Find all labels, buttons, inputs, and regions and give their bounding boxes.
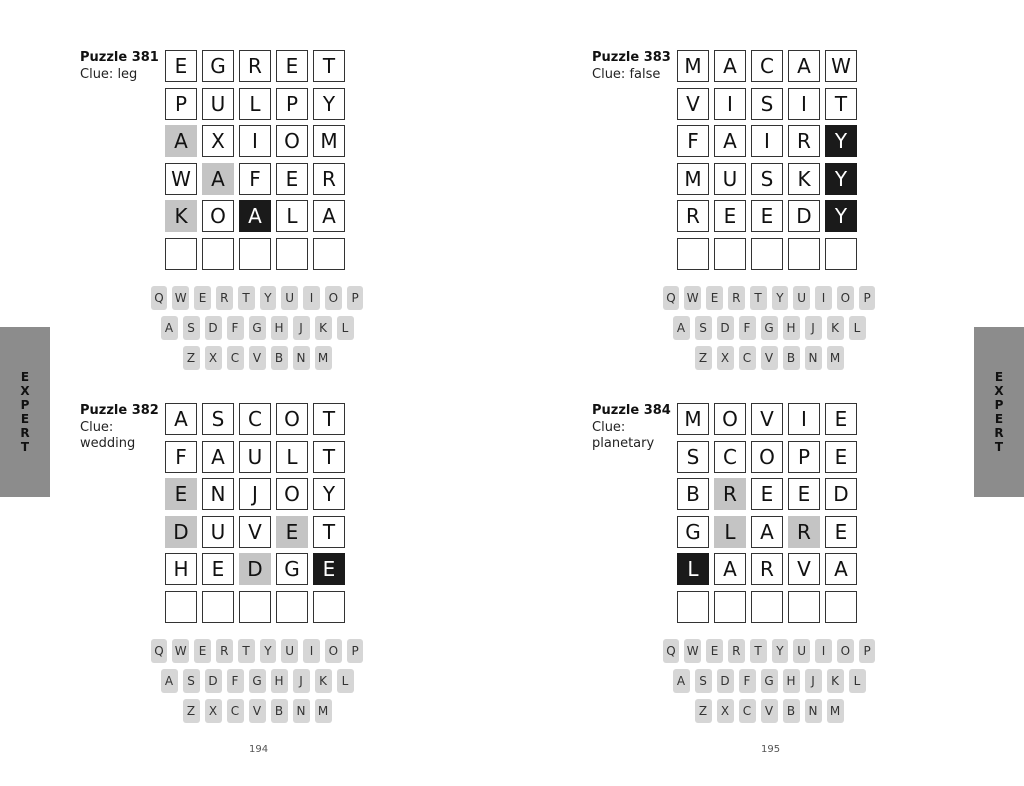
empty-tile — [751, 591, 783, 623]
letter-tile: A — [239, 200, 271, 232]
letter-tile: E — [276, 50, 308, 82]
keyboard-key: Y — [260, 286, 277, 310]
keyboard-key: L — [849, 316, 866, 340]
keyboard-key: U — [281, 286, 298, 310]
keyboard — [148, 639, 366, 729]
keyboard-key: F — [739, 669, 756, 693]
letter-tile: E — [825, 516, 857, 548]
keyboard-key: M — [827, 346, 844, 370]
keyboard-key: I — [815, 639, 832, 663]
keyboard-key: C — [739, 346, 756, 370]
letter-tile: Y — [825, 163, 857, 195]
empty-tile — [788, 238, 820, 270]
letter-grid — [165, 50, 347, 270]
empty-tile — [825, 591, 857, 623]
letter-tile: R — [751, 553, 783, 585]
letter-tile: L — [239, 88, 271, 120]
keyboard-key: P — [347, 639, 364, 663]
letter-tile: E — [751, 478, 783, 510]
keyboard-key: K — [315, 316, 332, 340]
keyboard-key: P — [859, 286, 876, 310]
keyboard-key: H — [271, 316, 288, 340]
letter-tile: D — [165, 516, 197, 548]
keyboard-key: Q — [663, 639, 680, 663]
letter-tile: A — [714, 125, 746, 157]
keyboard-key: S — [183, 669, 200, 693]
keyboard-key: V — [761, 346, 778, 370]
keyboard-key: M — [315, 699, 332, 723]
letter-tile: A — [751, 516, 783, 548]
keyboard-key: P — [859, 639, 876, 663]
empty-tile — [165, 238, 197, 270]
keyboard-key: S — [695, 316, 712, 340]
keyboard-key: P — [347, 286, 364, 310]
keyboard-row — [148, 316, 366, 340]
letter-tile: O — [276, 403, 308, 435]
keyboard-key: N — [805, 346, 822, 370]
letter-tile: O — [202, 200, 234, 232]
letter-tile: C — [751, 50, 783, 82]
section-tab-left — [0, 327, 50, 497]
keyboard-key: O — [325, 286, 342, 310]
keyboard-row — [148, 699, 366, 723]
keyboard-key: I — [815, 286, 832, 310]
letter-tile: L — [276, 441, 308, 473]
letter-tile: M — [677, 163, 709, 195]
letter-tile: Y — [313, 88, 345, 120]
letter-tile: D — [239, 553, 271, 585]
letter-tile: S — [677, 441, 709, 473]
letter-tile: U — [202, 88, 234, 120]
keyboard-key: W — [172, 639, 189, 663]
letter-tile: P — [788, 441, 820, 473]
letter-tile: T — [313, 516, 345, 548]
puzzle-title: Puzzle 384 — [592, 403, 671, 418]
empty-tile — [202, 238, 234, 270]
keyboard — [148, 286, 366, 376]
letter-tile: E — [751, 200, 783, 232]
section-tab-right — [974, 327, 1024, 497]
empty-tile — [239, 591, 271, 623]
empty-tile — [677, 238, 709, 270]
keyboard-key: T — [238, 286, 255, 310]
puzzle-383 — [592, 50, 882, 380]
keyboard-key: J — [805, 669, 822, 693]
puzzle-title: Puzzle 381 — [80, 50, 159, 65]
puzzle-clue: Clue: planetary — [592, 420, 655, 451]
puzzle-382 — [80, 403, 370, 733]
keyboard-key: W — [172, 286, 189, 310]
keyboard-key: F — [227, 669, 244, 693]
keyboard-key: A — [161, 316, 178, 340]
keyboard-key: B — [783, 346, 800, 370]
keyboard-key: K — [827, 316, 844, 340]
keyboard-key: J — [805, 316, 822, 340]
keyboard-key: H — [271, 669, 288, 693]
keyboard-key: N — [293, 346, 310, 370]
letter-tile: Y — [825, 200, 857, 232]
keyboard-key: F — [739, 316, 756, 340]
letter-tile: V — [239, 516, 271, 548]
letter-tile: O — [714, 403, 746, 435]
letter-tile: H — [165, 553, 197, 585]
letter-tile: R — [677, 200, 709, 232]
keyboard-key: S — [695, 669, 712, 693]
letter-tile: E — [165, 50, 197, 82]
keyboard-row — [660, 286, 878, 310]
keyboard-key: E — [706, 286, 723, 310]
keyboard-row — [660, 669, 878, 693]
keyboard-key: J — [293, 316, 310, 340]
letter-tile: V — [788, 553, 820, 585]
keyboard — [660, 639, 878, 729]
letter-tile: A — [165, 403, 197, 435]
keyboard-key: X — [205, 699, 222, 723]
letter-tile: S — [202, 403, 234, 435]
empty-tile — [825, 238, 857, 270]
letter-tile: G — [276, 553, 308, 585]
empty-tile — [313, 238, 345, 270]
letter-tile: Y — [825, 125, 857, 157]
letter-tile: E — [276, 516, 308, 548]
keyboard-key: D — [717, 316, 734, 340]
keyboard-key: L — [337, 316, 354, 340]
puzzle-clue: Clue: leg — [80, 67, 138, 82]
letter-tile: I — [751, 125, 783, 157]
keyboard-key: N — [805, 699, 822, 723]
keyboard-key: N — [293, 699, 310, 723]
keyboard-row — [660, 639, 878, 663]
keyboard-key: G — [761, 669, 778, 693]
letter-tile: L — [677, 553, 709, 585]
letter-tile: E — [165, 478, 197, 510]
letter-tile: P — [276, 88, 308, 120]
letter-tile: A — [165, 125, 197, 157]
keyboard-key: A — [673, 669, 690, 693]
keyboard-key: Y — [772, 639, 789, 663]
keyboard-key: D — [717, 669, 734, 693]
puzzle-381 — [80, 50, 370, 380]
keyboard-key: T — [238, 639, 255, 663]
letter-tile: E — [276, 163, 308, 195]
keyboard-key: U — [281, 639, 298, 663]
keyboard-key: H — [783, 669, 800, 693]
empty-tile — [788, 591, 820, 623]
letter-tile: O — [276, 478, 308, 510]
keyboard-key: U — [793, 286, 810, 310]
letter-tile: E — [714, 200, 746, 232]
letter-tile: R — [714, 478, 746, 510]
keyboard-key: D — [205, 316, 222, 340]
letter-tile: K — [788, 163, 820, 195]
keyboard-key: Q — [663, 286, 680, 310]
letter-tile: R — [239, 50, 271, 82]
letter-tile: A — [714, 553, 746, 585]
keyboard-key: M — [315, 346, 332, 370]
letter-tile: E — [313, 553, 345, 585]
keyboard-key: I — [303, 639, 320, 663]
letter-tile: C — [239, 403, 271, 435]
keyboard-key: E — [194, 286, 211, 310]
keyboard-key: J — [293, 669, 310, 693]
keyboard-row — [660, 316, 878, 340]
keyboard-key: B — [271, 699, 288, 723]
puzzle-clue: Clue: false — [592, 67, 661, 82]
letter-tile: D — [825, 478, 857, 510]
section-label: EXPERT — [20, 370, 30, 454]
keyboard-key: A — [673, 316, 690, 340]
empty-tile — [751, 238, 783, 270]
keyboard-key: K — [827, 669, 844, 693]
keyboard-key: Z — [695, 346, 712, 370]
letter-tile: I — [788, 88, 820, 120]
keyboard-key: D — [205, 669, 222, 693]
keyboard-key: S — [183, 316, 200, 340]
keyboard-key: A — [161, 669, 178, 693]
keyboard-key: L — [337, 669, 354, 693]
keyboard-key: L — [849, 669, 866, 693]
letter-tile: K — [165, 200, 197, 232]
keyboard-key: Z — [183, 699, 200, 723]
letter-tile: N — [202, 478, 234, 510]
keyboard-key: T — [750, 639, 767, 663]
letter-tile: L — [714, 516, 746, 548]
letter-tile: F — [165, 441, 197, 473]
keyboard-key: K — [315, 669, 332, 693]
letter-tile: J — [239, 478, 271, 510]
letter-tile: V — [677, 88, 709, 120]
keyboard-key: E — [706, 639, 723, 663]
empty-tile — [239, 238, 271, 270]
keyboard-key: X — [717, 346, 734, 370]
letter-tile: D — [788, 200, 820, 232]
letter-tile: I — [239, 125, 271, 157]
keyboard-key: V — [249, 699, 266, 723]
keyboard-row — [148, 669, 366, 693]
keyboard-key: V — [249, 346, 266, 370]
letter-tile: R — [788, 516, 820, 548]
letter-tile: A — [202, 163, 234, 195]
letter-tile: U — [239, 441, 271, 473]
empty-tile — [677, 591, 709, 623]
letter-tile: T — [313, 403, 345, 435]
keyboard-key: X — [205, 346, 222, 370]
letter-tile: T — [313, 441, 345, 473]
letter-tile: F — [239, 163, 271, 195]
keyboard-key: W — [684, 286, 701, 310]
empty-tile — [202, 591, 234, 623]
letter-tile: U — [202, 516, 234, 548]
letter-tile: A — [825, 553, 857, 585]
keyboard-key: F — [227, 316, 244, 340]
letter-tile: G — [202, 50, 234, 82]
keyboard-key: O — [837, 639, 854, 663]
letter-tile: V — [751, 403, 783, 435]
keyboard — [660, 286, 878, 376]
letter-tile: P — [165, 88, 197, 120]
letter-grid — [677, 403, 859, 623]
keyboard-key: R — [728, 639, 745, 663]
keyboard-row — [148, 286, 366, 310]
letter-tile: X — [202, 125, 234, 157]
page-number-left: 194 — [249, 744, 269, 755]
empty-tile — [714, 591, 746, 623]
keyboard-key: O — [325, 639, 342, 663]
letter-tile: R — [788, 125, 820, 157]
letter-tile: A — [788, 50, 820, 82]
letter-tile: Y — [313, 478, 345, 510]
letter-tile: I — [788, 403, 820, 435]
letter-tile: E — [825, 441, 857, 473]
keyboard-key: G — [249, 316, 266, 340]
letter-tile: C — [714, 441, 746, 473]
keyboard-row — [660, 699, 878, 723]
letter-grid — [677, 50, 859, 270]
keyboard-key: E — [194, 639, 211, 663]
keyboard-row — [660, 346, 878, 370]
letter-tile: E — [825, 403, 857, 435]
keyboard-row — [148, 639, 366, 663]
keyboard-key: R — [216, 639, 233, 663]
keyboard-key: Q — [151, 286, 168, 310]
letter-tile: T — [313, 50, 345, 82]
keyboard-key: B — [271, 346, 288, 370]
keyboard-key: I — [303, 286, 320, 310]
letter-tile: O — [751, 441, 783, 473]
letter-grid — [165, 403, 347, 623]
letter-tile: E — [202, 553, 234, 585]
puzzle-title: Puzzle 383 — [592, 50, 671, 65]
letter-tile: A — [714, 50, 746, 82]
letter-tile: O — [276, 125, 308, 157]
letter-tile: A — [202, 441, 234, 473]
puzzle-clue: Clue: wedding — [80, 420, 136, 451]
keyboard-key: Z — [183, 346, 200, 370]
keyboard-key: W — [684, 639, 701, 663]
keyboard-row — [148, 346, 366, 370]
empty-tile — [276, 238, 308, 270]
letter-tile: L — [276, 200, 308, 232]
keyboard-key: C — [227, 699, 244, 723]
empty-tile — [714, 238, 746, 270]
keyboard-key: C — [739, 699, 756, 723]
puzzle-title: Puzzle 382 — [80, 403, 159, 418]
letter-tile: M — [677, 403, 709, 435]
keyboard-key: R — [216, 286, 233, 310]
letter-tile: M — [313, 125, 345, 157]
keyboard-key: C — [227, 346, 244, 370]
letter-tile: T — [825, 88, 857, 120]
letter-tile: I — [714, 88, 746, 120]
letter-tile: S — [751, 88, 783, 120]
letter-tile: S — [751, 163, 783, 195]
keyboard-key: Y — [772, 286, 789, 310]
keyboard-key: Q — [151, 639, 168, 663]
empty-tile — [276, 591, 308, 623]
keyboard-key: G — [249, 669, 266, 693]
keyboard-key: V — [761, 699, 778, 723]
keyboard-key: M — [827, 699, 844, 723]
letter-tile: U — [714, 163, 746, 195]
keyboard-key: Y — [260, 639, 277, 663]
letter-tile: A — [313, 200, 345, 232]
keyboard-key: U — [793, 639, 810, 663]
letter-tile: M — [677, 50, 709, 82]
section-label: EXPERT — [994, 370, 1004, 454]
page-number-right: 195 — [761, 744, 781, 755]
letter-tile: B — [677, 478, 709, 510]
letter-tile: E — [788, 478, 820, 510]
letter-tile: F — [677, 125, 709, 157]
keyboard-key: O — [837, 286, 854, 310]
letter-tile: G — [677, 516, 709, 548]
letter-tile: W — [825, 50, 857, 82]
letter-tile: W — [165, 163, 197, 195]
empty-tile — [165, 591, 197, 623]
keyboard-key: R — [728, 286, 745, 310]
puzzle-384 — [592, 403, 882, 733]
empty-tile — [313, 591, 345, 623]
letter-tile: R — [313, 163, 345, 195]
keyboard-key: Z — [695, 699, 712, 723]
keyboard-key: G — [761, 316, 778, 340]
keyboard-key: X — [717, 699, 734, 723]
keyboard-key: H — [783, 316, 800, 340]
keyboard-key: B — [783, 699, 800, 723]
keyboard-key: T — [750, 286, 767, 310]
